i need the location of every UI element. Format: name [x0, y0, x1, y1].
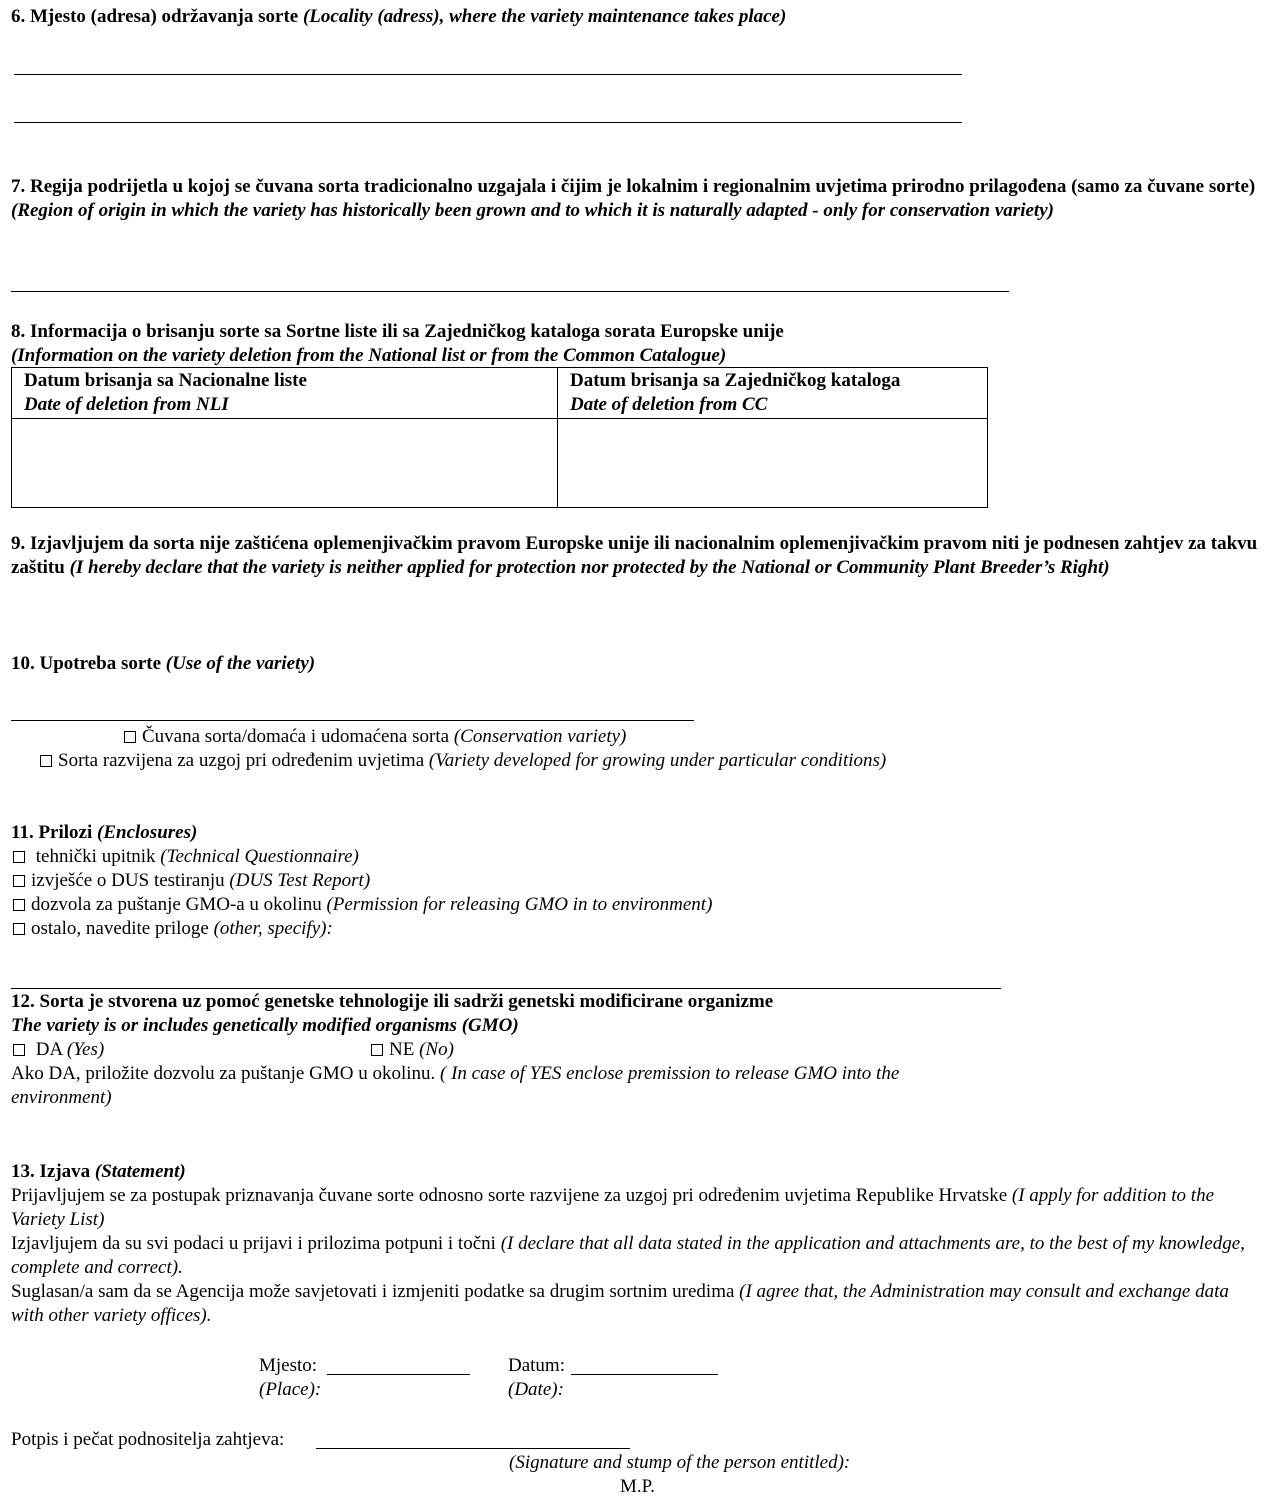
section-8-heading — [11, 320, 784, 368]
statement-1-text-en: (I apply for addition to the Variety List) — [11, 1185, 1215, 1230]
signature-label: Potpis i pečat podnositelja zahtjeva: — [11, 1429, 285, 1450]
deletion-table — [11, 367, 988, 508]
section-10-title-en: (Use of the variety) — [165, 653, 316, 674]
date-label: Datum: — [508, 1355, 565, 1376]
gmo-yes-label-en: (Yes) — [66, 1039, 105, 1060]
section-10-heading — [11, 652, 315, 676]
enclosure-label-en: (other, specify): — [213, 918, 333, 939]
deletion-header-cc-label: Datum brisanja sa Zajedničkog kataloga — [570, 370, 901, 391]
region-of-origin-line[interactable] — [11, 291, 1009, 292]
checkbox-icon[interactable] — [40, 755, 52, 767]
enclosure-label: ostalo, navedite priloge — [31, 918, 209, 939]
deletion-header-cc — [558, 368, 988, 419]
option-particular-conditions-variety[interactable] — [40, 749, 886, 773]
place-input-line[interactable] — [327, 1374, 470, 1375]
date-input-line[interactable] — [571, 1374, 718, 1375]
stamp-mark: M.P. — [620, 1476, 655, 1497]
place-field — [259, 1354, 317, 1378]
enclosure-dus-test-report[interactable] — [13, 869, 370, 893]
statement-paragraph-2 — [11, 1232, 1266, 1280]
statement-3-text: Suglasan/a sam da se Agencija može savjetovati i izmjeniti podatke sa drugim sortnim uredima — [11, 1281, 735, 1302]
statement-paragraph-1 — [11, 1184, 1266, 1232]
gmo-no-label: NE — [389, 1039, 415, 1060]
statement-1-text: Prijavljujem se za postupak priznavanja čuvane sorte odnosno sorte razvijene za uzgoj pri određenim uvjetima Republike Hrvatske — [11, 1185, 1008, 1206]
checkbox-icon[interactable] — [124, 731, 136, 743]
other-enclosures-line[interactable] — [11, 988, 1001, 989]
section-7-title: 7. Regija podrijetla u kojoj se čuvana sorta tradicionalno uzgajala i čijim je lokalnim i regionalnim uvjetima prirodno prilagođena (samo za čuvane sorte) — [11, 176, 1256, 197]
place-label-en: (Place): — [259, 1379, 322, 1400]
option-conservation-variety[interactable] — [124, 725, 626, 749]
section-11-title: 11. Prilozi — [11, 822, 93, 843]
section-13-title: 13. Izjava — [11, 1161, 91, 1182]
checkbox-icon[interactable] — [13, 851, 25, 863]
signature-label-en: (Signature and stump of the person entitled): — [509, 1452, 851, 1473]
enclosure-label: tehnički upitnik — [31, 846, 156, 867]
statement-body — [11, 1184, 1266, 1328]
use-of-variety-line[interactable] — [11, 720, 694, 721]
enclosure-technical-questionnaire[interactable] — [13, 845, 359, 869]
option-label-en: (Conservation variety) — [453, 726, 627, 747]
checkbox-icon[interactable] — [371, 1044, 383, 1056]
section-9-declaration — [11, 532, 1273, 580]
enclosure-label-en: (Technical Questionnaire) — [160, 846, 359, 867]
deletion-table-row — [12, 419, 988, 508]
gmo-no-label-en: (No) — [419, 1039, 454, 1060]
locality-line-2[interactable] — [14, 122, 962, 123]
enclosure-label: izvješće o DUS testiranju — [31, 870, 225, 891]
gmo-note — [11, 1062, 951, 1110]
section-8-title-en: (Information on the variety deletion from the National list or from the Common Catalogue) — [11, 345, 727, 366]
section-8-title: 8. Informacija o brisanju sorte sa Sortne liste ili sa Zajedničkog kataloga sorata Europske unije — [11, 321, 784, 342]
gmo-note-text: Ako DA, priložite dozvolu za puštanje GMO u okolinu. — [11, 1063, 436, 1084]
section-10-title: 10. Upotreba sorte — [11, 653, 162, 674]
option-label-en: (Variety developed for growing under particular conditions) — [428, 750, 887, 771]
section-6-title: 6. Mjesto (adresa) održavanja sorte — [11, 6, 299, 27]
option-label: Sorta razvijena za uzgoj pri određenim uvjetima — [58, 750, 425, 771]
section-11-title-en: (Enclosures) — [97, 822, 198, 843]
statement-2-text: Izjavljujem da su svi podaci u prijavi i prilozima potpuni i točni — [11, 1233, 496, 1254]
place-label: Mjesto: — [259, 1355, 318, 1376]
date-label-en: (Date): — [508, 1379, 564, 1400]
checkbox-icon[interactable] — [13, 899, 25, 911]
checkbox-icon[interactable] — [13, 875, 25, 887]
section-13-heading — [11, 1160, 186, 1184]
deletion-date-nli-cell[interactable] — [12, 419, 558, 508]
section-6-title-en: (Locality (adress), where the variety maintenance takes place) — [302, 6, 787, 27]
deletion-date-cc-cell[interactable] — [558, 419, 988, 508]
section-6-heading — [11, 5, 786, 29]
enclosure-other[interactable] — [13, 917, 333, 941]
section-7-title-en: (Region of origin in which the variety has historically been grown and to which it is naturally adapted - only for conservation variety) — [11, 200, 1054, 221]
option-label: Čuvana sorta/domaća i udomaćena sorta — [142, 726, 450, 747]
checkbox-icon[interactable] — [13, 1044, 25, 1056]
section-12-title-en: The variety is or includes genetically modified organisms (GMO) — [11, 1015, 519, 1036]
deletion-table-header-row — [12, 368, 988, 419]
deletion-header-cc-label-en: Date of deletion from CC — [570, 394, 768, 415]
enclosure-gmo-permission[interactable] — [13, 893, 712, 917]
enclosure-label-en: (Permission for releasing GMO in to environment) — [326, 894, 713, 915]
section-12-heading — [11, 990, 773, 1038]
locality-line-1[interactable] — [14, 74, 962, 75]
section-11-heading — [11, 821, 197, 845]
gmo-no-option[interactable] — [371, 1038, 454, 1062]
deletion-header-nli — [12, 368, 558, 419]
section-12-title: 12. Sorta je stvorena uz pomoć genetske tehnologije ili sadrži genetski modificirane organizme — [11, 991, 774, 1012]
section-7-heading — [11, 175, 1273, 223]
statement-paragraph-3 — [11, 1280, 1266, 1328]
deletion-header-nli-label: Datum brisanja sa Nacionalne liste — [24, 370, 307, 391]
statement-3-text-en: (I agree that, the Administration may consult and exchange data with other variety offices). — [11, 1281, 1229, 1326]
signature-input-line[interactable] — [316, 1448, 630, 1449]
gmo-note-text-en: ( In case of YES enclose premission to release GMO into the environment) — [11, 1063, 900, 1108]
enclosure-label: dozvola za puštanje GMO-a u okolinu — [31, 894, 322, 915]
section-13-title-en: (Statement) — [94, 1161, 186, 1182]
date-field — [508, 1354, 565, 1378]
checkbox-icon[interactable] — [13, 923, 25, 935]
section-9-text: 9. Izjavljujem da sorta nije zaštićena oplemenjivačkim pravom Europske unije ili nacionalnim oplemenjivačkim pravom niti je podnesen zahtjev za takvu zaštitu — [11, 533, 1258, 578]
enclosure-label-en: (DUS Test Report) — [229, 870, 371, 891]
gmo-yes-label: DA — [35, 1039, 63, 1060]
section-9-text-en: (I hereby declare that the variety is neither applied for protection nor protected by the National or Community Plant Breeder’s Right) — [69, 557, 1110, 578]
statement-2-text-en: (I declare that all data stated in the application and attachments are, to the best of my knowledge, complete and correct). — [11, 1233, 1245, 1278]
gmo-yes-option[interactable] — [13, 1038, 104, 1062]
deletion-header-nli-label-en: Date of deletion from NLI — [24, 394, 229, 415]
